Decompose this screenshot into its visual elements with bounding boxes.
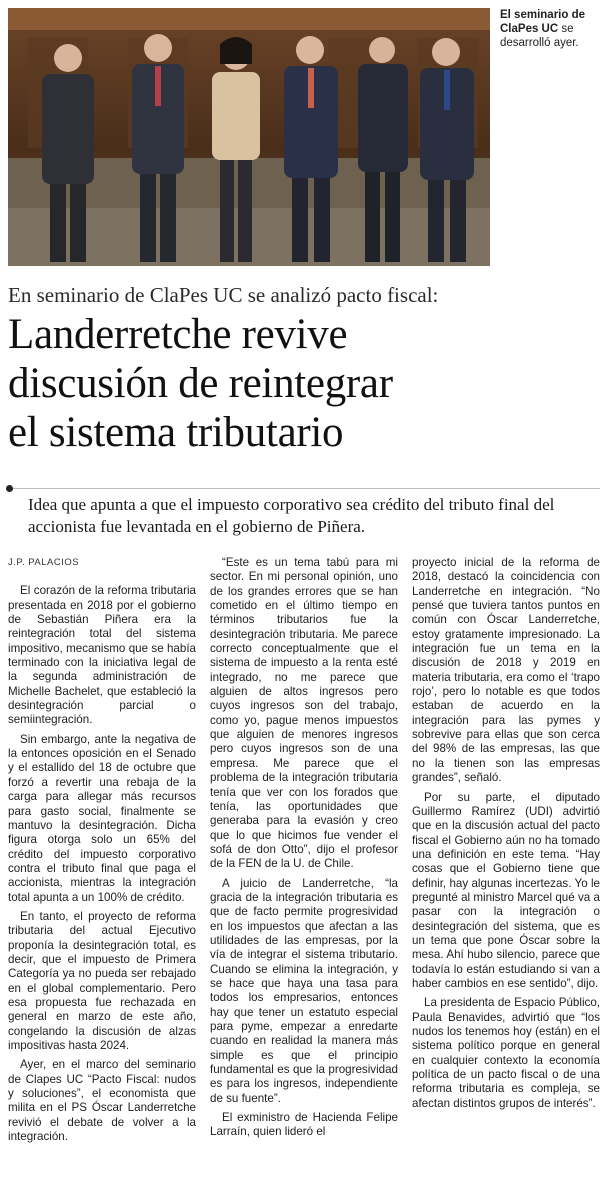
paragraph: En tanto, el proyecto de reforma tributaria del actual Ejecutivo proponía la desintegración total, es decir, que el impuesto de Primera Categoría ya no pueda ser rebajado en el global complementario. Pero esa propuesta fue rechazada en general en marzo de este año, congelando la discusión de alzas impositivas hasta 2024. xyxy=(8,909,196,1052)
caption-bold: El seminario de ClaPes UC xyxy=(500,9,586,35)
caption-rest: se desarrolló ayer. xyxy=(500,23,579,49)
paragraph: El exministro de Hacienda Felipe Larraín, quien lideró el xyxy=(210,1111,398,1139)
article-photo xyxy=(8,8,490,266)
column-3 xyxy=(412,556,600,1176)
article-body xyxy=(8,556,600,1176)
headline-line-3: el sistema tributario xyxy=(8,409,344,456)
paragraph: A juicio de Landerretche, “la gracia de la integración tributaria es que de facto permite progresividad en los impuestos que afectan a las utilidades de las empresas, por la vía de integrar el sistema tributario. Cuando se elimina la integración, y se hace que haya una tasa para todos los empresarios, entonces hay que tener un estatuto especial para pyme, empezar a enredarte cuando en realidad la manera más simple es que el principio fundamental es que la progresividad es para los ingresos, independiente de su fuente”. xyxy=(210,876,398,1105)
bullet-dot-icon xyxy=(6,485,13,492)
kicker: En seminario de ClaPes UC se analizó pacto fiscal: xyxy=(8,283,439,307)
paragraph: La presidenta de Espacio Público, Paula Benavides, advirtió que “los nudos los tenemos hoy (están) en el sistema político porque en general en cualquier contexto la economía política de un pacto fiscal o de una reforma tributaria es compleja, se afectan distintos grupos de interés”. xyxy=(412,996,600,1110)
paragraph: El corazón de la reforma tributaria presentada en 2018 por el gobierno de Sebastián Piñera era la reintegración total del sistema impositivo, mecanismo que se había terminado con la iniciativa legal de la segunda administración de Michelle Bachelet, que estableció la desintegración parcial o semiintegración. xyxy=(8,584,196,727)
deck: Idea que apunta a que el impuesto corporativo sea crédito del tributo final del accionista fue levantada en el gobierno de Piñera. xyxy=(28,495,555,536)
headline-line-2: discusión de reintegrar xyxy=(8,360,393,407)
photo-caption xyxy=(500,8,600,50)
paragraph: Por su parte, el diputado Guillermo Ramírez (UDI) advirtió que en la discusión actual del pacto fiscal el Gobierno aún no ha tomado una definición en este tema. “Hay cosas que el Gobierno tiene que definir, hay algunas incertezas. Yo le pregunté al ministro Marcel qué va a pasar con la integración o desintegración del sistema, que es un tema que pone Óscar sobre la mesa. Ahí hubo silencio, parece que todavía lo están estudiando si van a haber cambios en ese sentido”, dijo. xyxy=(412,790,600,990)
column-1 xyxy=(8,556,196,1176)
paragraph: “Este es un tema tabú para mi sector. En mi personal opinión, uno de los grandes errores que se han cometido en el último tiempo en términos tributarios fue la desintegración tributaria. Me parece correcto conceptualmente que el sistema de impuesto a la renta esté integrado, no me parece que alguien de altos ingresos pero cuyos ingresos son del trabajo, como yo, pague menos impuestos que alguien de menores ingresos pero cuyos ingresos son de una empresa. Me parece que el problema de la integración tributaria tenía que ver con los forados que tenía, las oportunidades que generaba para la evasión y creo que lo que hicimos fue vender el sofá de don Otto”, dijo el profesor de la FEN de la U. de Chile. xyxy=(210,556,398,871)
paragraph: Sin embargo, ante la negativa de la entonces oposición en el Senado y el estallido del 18 de octubre que forzó a revertir una rebaja de la carga para allegar más recursos para gasto social, finalmente se mantuvo la desintegración. Dicha figura otorga solo un 65% del crédito del impuesto corporativo contra el tributo final que paga el accionista, mientras la integración total apunta a un 100% de crédito. xyxy=(8,732,196,904)
paragraph: Ayer, en el marco del seminario de Clapes UC “Pacto Fiscal: nudos y soluciones”, el economista que milita en el PS Óscar Landerretche revivió el debate de volver a la integración. xyxy=(8,1058,196,1144)
column-2 xyxy=(210,556,398,1176)
paragraph: proyecto inicial de la reforma de 2018, destacó la coincidencia con Landerretche en integración. “No pensé que tuviera tantos puntos en común con Óscar Landerretche, estoy gratamente impresionado. La integración fue un tema en la discusión de 2018 y 2019 en materia tributaria, era como el ‘trapo rojo’, pero lo notable es que todos estaban de acuerdo en la integración para las pymes y sobrevive para ellas que son cerca del 98% de las empresas, las que no la tienen son las empresas grandes”, señaló. xyxy=(412,556,600,785)
group-photo-icon xyxy=(8,8,490,266)
byline: J.P. PALACIOS xyxy=(8,557,80,568)
headline-line-1: Landerretche revive xyxy=(8,311,348,358)
divider xyxy=(8,488,600,489)
headline xyxy=(8,310,600,457)
